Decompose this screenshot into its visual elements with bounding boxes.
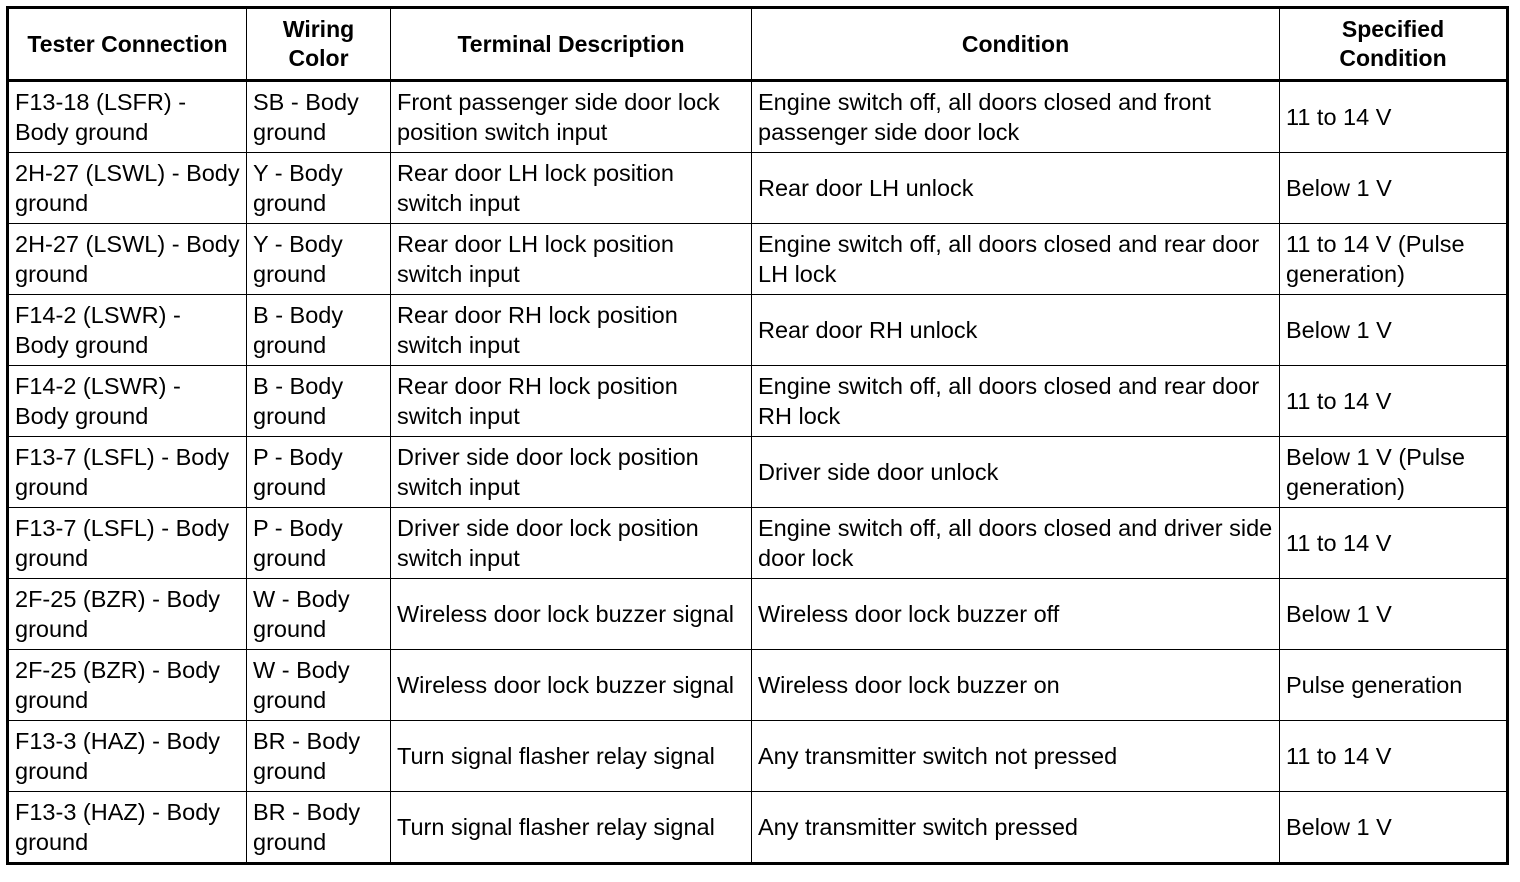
- cell-condition: Engine switch off, all doors closed and rear door RH lock: [752, 366, 1280, 437]
- cell-wiring-color: B - Body ground: [247, 366, 391, 437]
- cell-tester-connection: F14-2 (LSWR) - Body ground: [8, 295, 247, 366]
- tester-connection-table: [6, 6, 1509, 865]
- cell-wiring-color: Y - Body ground: [247, 224, 391, 295]
- table-row: [8, 153, 1508, 224]
- header-wiring-color: Wiring Color: [247, 8, 391, 81]
- cell-tester-connection: F13-7 (LSFL) - Body ground: [8, 437, 247, 508]
- table-row: [8, 579, 1508, 650]
- cell-terminal-description: Rear door RH lock position switch input: [391, 295, 752, 366]
- table-row: [8, 437, 1508, 508]
- table-row: [8, 721, 1508, 792]
- table-row: [8, 295, 1508, 366]
- table-row: [8, 81, 1508, 153]
- cell-wiring-color: W - Body ground: [247, 579, 391, 650]
- cell-tester-connection: 2H-27 (LSWL) - Body ground: [8, 153, 247, 224]
- cell-condition: Engine switch off, all doors closed and driver side door lock: [752, 508, 1280, 579]
- table-row: [8, 508, 1508, 579]
- cell-specified-condition: 11 to 14 V: [1280, 721, 1508, 792]
- cell-specified-condition: 11 to 14 V: [1280, 508, 1508, 579]
- table-row: [8, 224, 1508, 295]
- cell-terminal-description: Turn signal flasher relay signal: [391, 792, 752, 864]
- cell-specified-condition: 11 to 14 V (Pulse generation): [1280, 224, 1508, 295]
- cell-condition: Wireless door lock buzzer off: [752, 579, 1280, 650]
- table-body: [8, 81, 1508, 864]
- table-row: [8, 650, 1508, 721]
- cell-specified-condition: Pulse generation: [1280, 650, 1508, 721]
- header-condition: Condition: [752, 8, 1280, 81]
- cell-condition: Wireless door lock buzzer on: [752, 650, 1280, 721]
- cell-terminal-description: Rear door LH lock position switch input: [391, 224, 752, 295]
- cell-condition: Engine switch off, all doors closed and front passenger side door lock: [752, 81, 1280, 153]
- cell-condition: Any transmitter switch not pressed: [752, 721, 1280, 792]
- cell-tester-connection: F13-3 (HAZ) - Body ground: [8, 721, 247, 792]
- cell-condition: Driver side door unlock: [752, 437, 1280, 508]
- cell-terminal-description: Wireless door lock buzzer signal: [391, 579, 752, 650]
- cell-terminal-description: Front passenger side door lock position switch input: [391, 81, 752, 153]
- table-row: [8, 792, 1508, 864]
- cell-specified-condition: 11 to 14 V: [1280, 81, 1508, 153]
- cell-tester-connection: 2F-25 (BZR) - Body ground: [8, 579, 247, 650]
- cell-terminal-description: Wireless door lock buzzer signal: [391, 650, 752, 721]
- cell-condition: Any transmitter switch pressed: [752, 792, 1280, 864]
- cell-specified-condition: Below 1 V: [1280, 153, 1508, 224]
- cell-specified-condition: Below 1 V: [1280, 295, 1508, 366]
- cell-condition: Rear door LH unlock: [752, 153, 1280, 224]
- cell-tester-connection: F14-2 (LSWR) - Body ground: [8, 366, 247, 437]
- cell-terminal-description: Rear door LH lock position switch input: [391, 153, 752, 224]
- header-specified-condition: Specified Condition: [1280, 8, 1508, 81]
- cell-tester-connection: F13-7 (LSFL) - Body ground: [8, 508, 247, 579]
- cell-terminal-description: Turn signal flasher relay signal: [391, 721, 752, 792]
- table-row: [8, 366, 1508, 437]
- cell-terminal-description: Driver side door lock position switch input: [391, 508, 752, 579]
- cell-wiring-color: SB - Body ground: [247, 81, 391, 153]
- table-container: [6, 6, 1509, 865]
- cell-terminal-description: Driver side door lock position switch input: [391, 437, 752, 508]
- cell-specified-condition: Below 1 V (Pulse generation): [1280, 437, 1508, 508]
- cell-condition: Engine switch off, all doors closed and rear door LH lock: [752, 224, 1280, 295]
- cell-terminal-description: Rear door RH lock position switch input: [391, 366, 752, 437]
- cell-wiring-color: P - Body ground: [247, 508, 391, 579]
- cell-tester-connection: F13-18 (LSFR) - Body ground: [8, 81, 247, 153]
- cell-wiring-color: BR - Body ground: [247, 721, 391, 792]
- cell-specified-condition: Below 1 V: [1280, 792, 1508, 864]
- cell-wiring-color: B - Body ground: [247, 295, 391, 366]
- cell-specified-condition: 11 to 14 V: [1280, 366, 1508, 437]
- header-tester-connection: Tester Connection: [8, 8, 247, 81]
- cell-tester-connection: 2F-25 (BZR) - Body ground: [8, 650, 247, 721]
- table-header: [8, 8, 1508, 81]
- header-row: [8, 8, 1508, 81]
- cell-wiring-color: Y - Body ground: [247, 153, 391, 224]
- cell-tester-connection: F13-3 (HAZ) - Body ground: [8, 792, 247, 864]
- cell-wiring-color: BR - Body ground: [247, 792, 391, 864]
- cell-tester-connection: 2H-27 (LSWL) - Body ground: [8, 224, 247, 295]
- header-terminal-description: Terminal Description: [391, 8, 752, 81]
- cell-wiring-color: W - Body ground: [247, 650, 391, 721]
- cell-wiring-color: P - Body ground: [247, 437, 391, 508]
- cell-condition: Rear door RH unlock: [752, 295, 1280, 366]
- cell-specified-condition: Below 1 V: [1280, 579, 1508, 650]
